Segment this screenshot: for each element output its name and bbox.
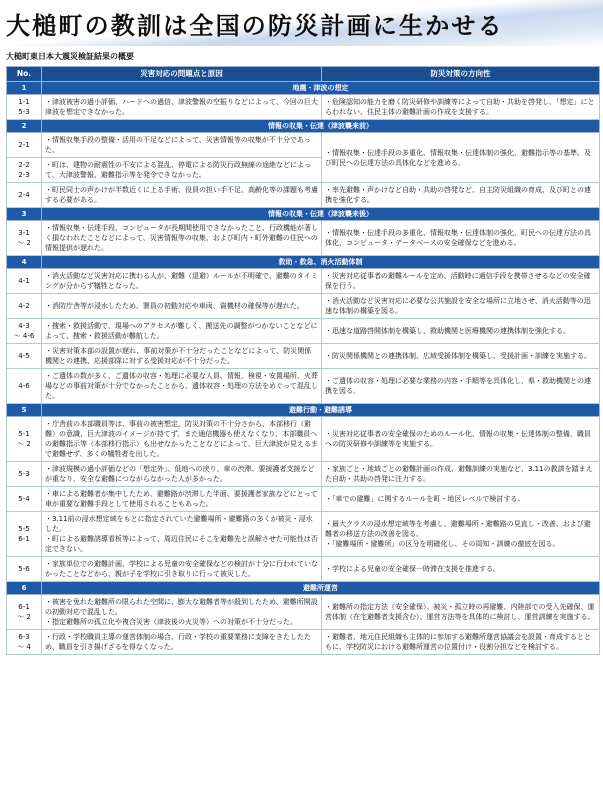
section-row (7, 256, 600, 269)
row-number: 4-5 (7, 344, 42, 369)
section-row (7, 582, 600, 595)
problem-cell: ・被害を免れた避難所の限られた空間に、膨大な避難者等が殺到したため、避難所開設の初動対応で混乱した。 ・指定避難所の孤立化や複合災害（津波後の火災等）への対策が不十分だった。 (42, 595, 322, 630)
problem-cell: ・津波規模の過小評価などの「想定外」、低地への戻り、車の渋滞、要援護者支援などが重なり、安全な避難につながらなかった人が多かった。 (42, 462, 322, 487)
row-number: 5-3 (7, 462, 42, 487)
direction-cell: ・家族ごと・地域ごとの避難計画の作成、避難訓練の実施など、3.11の教訓を踏まえた自助・共助の啓発に注力する。 (322, 462, 600, 487)
page-header (0, 0, 603, 46)
row-number: 4-1 (7, 269, 42, 294)
row-number: 4-3 ～ 4-6 (7, 319, 42, 344)
table-row (7, 133, 600, 158)
row-number: 5-6 (7, 557, 42, 582)
header-problem: 災害対応の問題点と原因 (42, 67, 322, 82)
row-number: 2-4 (7, 183, 42, 208)
problem-cell: ・災害対策本部の設置が遅れ、事前対策が不十分だったことなどによって、防災関係機関との連携、応援部隊に対する受援対応が不十分だった。 (42, 344, 322, 369)
direction-cell: ・ご遺体の収容・処理に必要な業務の内容・手順等を具体化し、県・救助機関との連携を図る。 (322, 369, 600, 404)
problem-cell: ・津波被害の過小評価、ハードへの過信、津波警報の空振りなどによって、今回の巨大津波を想定できなかった。 (42, 95, 322, 120)
problem-cell: ・捜索・救援活動で、現場へのアクセスが難しく、搬送先の調整がつかないことなどによって、捜索・救援活動が難航した。 (42, 319, 322, 344)
table-row (7, 221, 600, 256)
table-row (7, 344, 600, 369)
row-number: 4-2 (7, 294, 42, 319)
section-row (7, 404, 600, 417)
direction-cell: ・情報収集・伝達手段の多重化、情報収集・伝達体制の強化、避難指示等の基準、及び町民への伝達方法の具体化などを進める。 (322, 133, 600, 183)
problem-cell: ・庁舎前の本部職員等は、事前の被害想定、防災対策の不十分さから、本部移行（避難）の意識、巨大津波のイメージが持てず、また通信機器も使えなくなり、本部職員への避難指示等（本部移行指示）も出せなかったことなどによって、巨大津波が見えるまで避難せず、多くの犠牲者を出した。 (42, 417, 322, 462)
table-row (7, 462, 600, 487)
direction-cell: ・危険認知の能力を磨く防災研修や訓練等によって自助・共助を啓発し、「想定」にとらわれない、住民主体の避難計画の作成を支援する。 (322, 95, 600, 120)
table-row (7, 630, 600, 655)
header-direction: 防災対策の方向性 (322, 67, 600, 82)
section-title: 情報の収集・伝達（津波襲来前） (42, 120, 600, 133)
summary-table-wrapper (6, 66, 599, 655)
row-number: 1-1 5-3 (7, 95, 42, 120)
page-title: 大槌町の教訓は全国の防災計画に生かせる (6, 11, 504, 40)
direction-cell: ・情報収集・伝達手段の多重化、情報収集・伝達体制の強化、町民への伝達方法の具体化、コンピュータ・データベースの安全確保などを進める。 (322, 221, 600, 256)
problem-cell: ・消防庁舎等が浸水したため、署員の初動対応や車両、資機材の確保等が遅れた。 (42, 294, 322, 319)
table-row (7, 369, 600, 404)
problem-cell: ・情報収集・伝達手段、コンピュータが長期間使用できなかったこと、行政機能が著しく損なわれたことなどによって、災害情報等の収集、および町内・町外避難の住民への情報提供が遅れた。 (42, 221, 322, 256)
problem-cell: ・町は、建物の耐震性の不安による混乱、停電による防災行政無線の途絶などによって、大津波警報、避難指示等を発令できなかった。 (42, 158, 322, 183)
table-row (7, 557, 600, 582)
table-body (7, 82, 600, 655)
direction-cell: ・迅速な道路啓開体制を構築し、救助機関と医療機関の連携体制を強化する。 (322, 319, 600, 344)
section-number: 6 (7, 582, 42, 595)
direction-cell: ・最大クラスの浸水想定域等を考慮し、避難場所・避難路の見直し・改善、および避難者の移送方法の改善を図る。 ・「避難場所・避難所」の区分を明確化し、その周知・訓練の徹底を図る。 (322, 512, 600, 557)
direction-cell: ・災害対応従事者の避難ルールを定め、活動時に通信手段を携帯させるなどの安全確保を行う。 (322, 269, 600, 294)
table-row (7, 595, 600, 630)
problem-cell: ・車による避難者が集中したため、避難路が渋滞した半面、要援護者家族などにとって車が重要な避難手段として使用されることもあった。 (42, 487, 322, 512)
section-row (7, 208, 600, 221)
table-row (7, 417, 600, 462)
direction-cell: ・消火活動など災害対応に必要な公共施設を安全な場所に立地させ、消火活動等の迅速な体制の構築を図る。 (322, 294, 600, 319)
problem-cell: ・消火活動など災害対応に携わる人が、避難（退避）ルールが不明確で、避難のタイミングが分からず犠牲となった。 (42, 269, 322, 294)
section-number: 2 (7, 120, 42, 133)
direction-cell: ・避難者、地元住民組織も主体的に参加する避難所運営協議会を設置・育成するとともに、学校防災における避難所運営の位置付け・役割分担などを検討する。 (322, 630, 600, 655)
direction-cell: ・避難所の指定方法（安全確保）、被災・孤立時の再避難、内陸部での受入先確保、運営体制（在宅避難者支援含む）、運営方法等を具体的に検討し、運営訓練を実施する。 (322, 595, 600, 630)
summary-table (6, 66, 600, 655)
table-row (7, 269, 600, 294)
table-header-row (7, 67, 600, 82)
table-row (7, 183, 600, 208)
section-number: 1 (7, 82, 42, 95)
row-number: 4-6 (7, 369, 42, 404)
problem-cell: ・3.11前の浸水想定域をもとに指定されていた避難場所・避難路の多くが被災・浸水した。 ・町による避難誘導看板等によって、周辺住民にそこを避難先と誤解させた可能性は否定できない。 (42, 512, 322, 557)
row-number: 6-3 ～ 4 (7, 630, 42, 655)
section-row (7, 82, 600, 95)
table-row (7, 294, 600, 319)
problem-cell: ・行政・学校職員主導の運営体制の場合、行政・学校の重要業務に支障をきたしたため、職員を引き揚げざるを得なくなった。 (42, 630, 322, 655)
section-number: 3 (7, 208, 42, 221)
row-number: 5-5 6-1 (7, 512, 42, 557)
row-number: 3-1 ～ 2 (7, 221, 42, 256)
section-row (7, 120, 600, 133)
row-number: 2-1 (7, 133, 42, 158)
table-caption: 大槌町東日本大震災検証結果の概要 (6, 52, 134, 61)
header-no: No. (7, 67, 42, 82)
direction-cell: ・学校による児童の安全確保一時滞在支援を推進する。 (322, 557, 600, 582)
table-row (7, 512, 600, 557)
row-number: 5-1 ～ 2 (7, 417, 42, 462)
section-title: 救助・救急、消火活動体制 (42, 256, 600, 269)
direction-cell: ・率先避難・声かけなど自助・共助の啓発など、自主防災組織の育成、及び町との連携を強化する。 (322, 183, 600, 208)
row-number: 2-2 2-3 (7, 158, 42, 183)
direction-cell: ・災害対応従事者の安全確保のためのルール化、情報の収集・伝達体制の整備、職員への防災研修や訓練等を実施する。 (322, 417, 600, 462)
problem-cell: ・家族単位での避難計画、学校による児童の安全確保などの検討が十分に行われていなかったことなどから、親が子を学校に引き取りに行って被災した。 (42, 557, 322, 582)
direction-cell: ・「車での避難」に関するルールを町・地区レベルで検討する。 (322, 487, 600, 512)
section-title: 地震・津波の想定 (42, 82, 600, 95)
section-number: 4 (7, 256, 42, 269)
row-number: 6-1 ～ 2 (7, 595, 42, 630)
section-title: 情報の収集・伝達（津波襲来後） (42, 208, 600, 221)
section-number: 5 (7, 404, 42, 417)
section-title: 避難行動・避難誘導 (42, 404, 600, 417)
problem-cell: ・情報収集手段の整備・活用の不足などによって、災害情報等の収集が不十分であった。 (42, 133, 322, 158)
section-title: 避難所運営 (42, 582, 600, 595)
table-row (7, 487, 600, 512)
problem-cell: ・町民同士の声かけが半数近くに上る手術、役員の担い手不足、高齢化等の課題も考慮する必要がある。 (42, 183, 322, 208)
direction-cell: ・防災関係機関との連携体制、広域受援体制を構築し、受援計画・訓練を実施する。 (322, 344, 600, 369)
table-row (7, 95, 600, 120)
problem-cell: ・ご遺体の数が多く、ご遺体の収容・処理に必要な人員、情報、検視・安置場所、火葬場などの事前対策が十分でなかったことから、遺体収容・処理の方法をめぐって混乱した。 (42, 369, 322, 404)
row-number: 5-4 (7, 487, 42, 512)
table-row (7, 319, 600, 344)
